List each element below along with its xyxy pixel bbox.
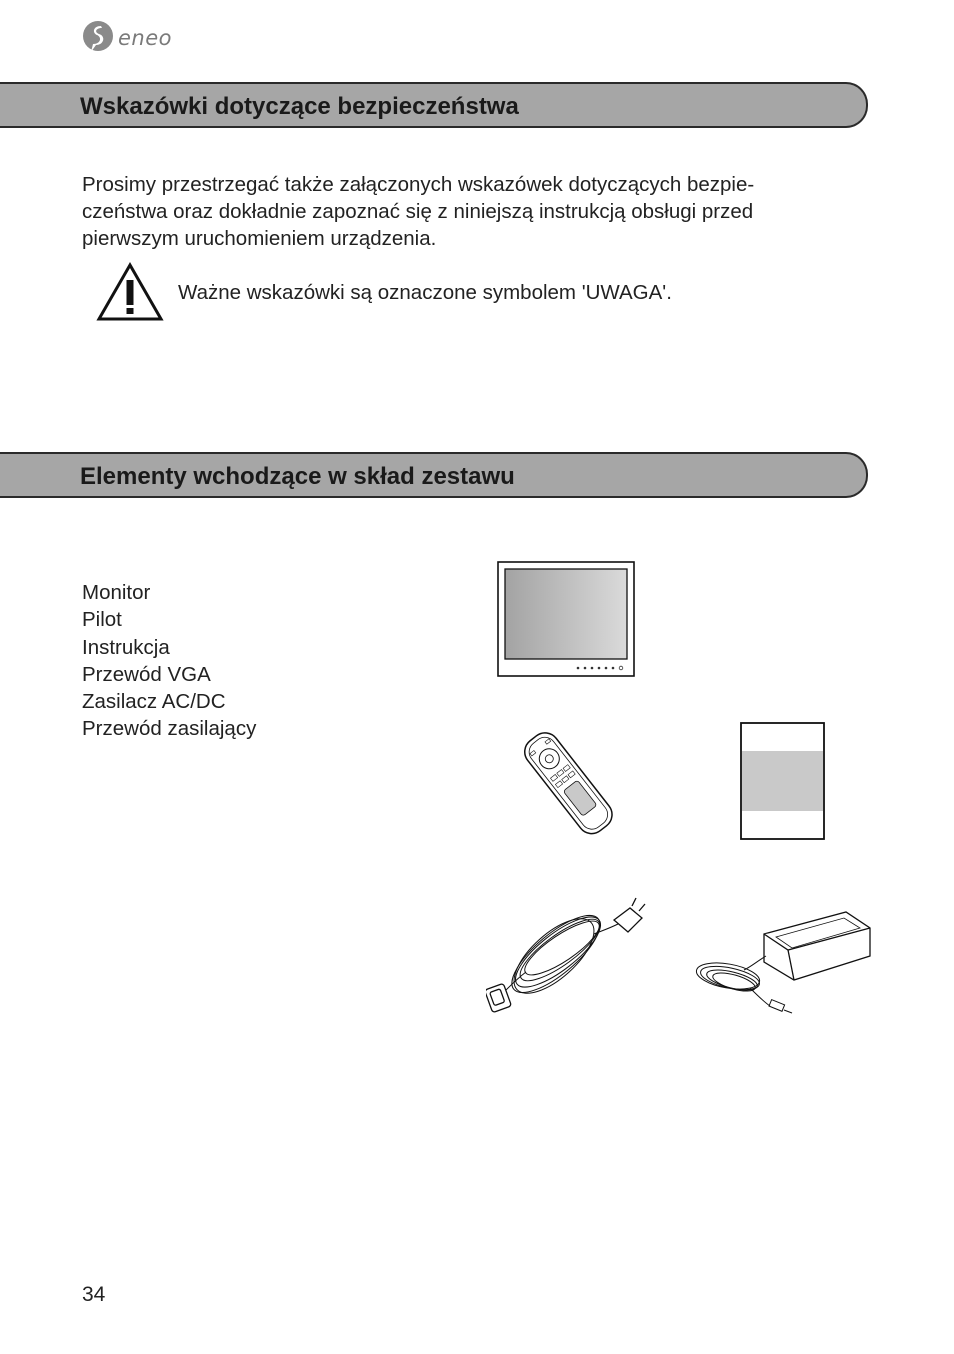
list-item: Pilot: [82, 608, 122, 632]
list-item: Przewód zasilający: [82, 717, 257, 741]
brand-logo: [80, 16, 172, 60]
list-item: Zasilacz AC/DC: [82, 690, 226, 714]
paragraph-line: czeństwa oraz dokładnie zapoznać się z niniejszą instrukcją obsługi przed: [82, 200, 754, 223]
section-title-safety: Wskazówki dotyczące bezpieczeństwa: [80, 93, 519, 120]
list-item: Monitor: [82, 581, 151, 604]
eneo-logo-icon: [80, 18, 114, 58]
ac-dc-adapter-illustration: [694, 906, 874, 1025]
safety-paragraph: [82, 171, 872, 252]
warning-text: Ważne wskazówki są oznaczone symbolem 'UWAGA'.: [178, 281, 672, 304]
list-item: Przewód VGA: [82, 662, 211, 686]
page-number: 34: [82, 1283, 106, 1306]
manual-booklet-illustration: [739, 721, 827, 848]
section-title-package: Elementy wchodzące w skład zestawu: [80, 463, 515, 490]
power-cable-illustration: [486, 894, 650, 1023]
package-contents-list: [82, 579, 256, 743]
section-header-safety: [0, 82, 868, 128]
brand-name: eneo: [118, 26, 172, 50]
paragraph-line: pierwszym uruchomieniem urządzenia.: [82, 227, 437, 250]
paragraph-line: Prosimy przestrzegać także załączonych wskazówek dotyczących bezpie-: [82, 173, 755, 196]
section-header-package: [0, 452, 868, 498]
remote-control-illustration: [514, 732, 624, 841]
monitor-illustration: [496, 560, 638, 685]
list-item: Instrukcja: [82, 635, 170, 659]
warning-triangle-icon: [96, 262, 164, 327]
